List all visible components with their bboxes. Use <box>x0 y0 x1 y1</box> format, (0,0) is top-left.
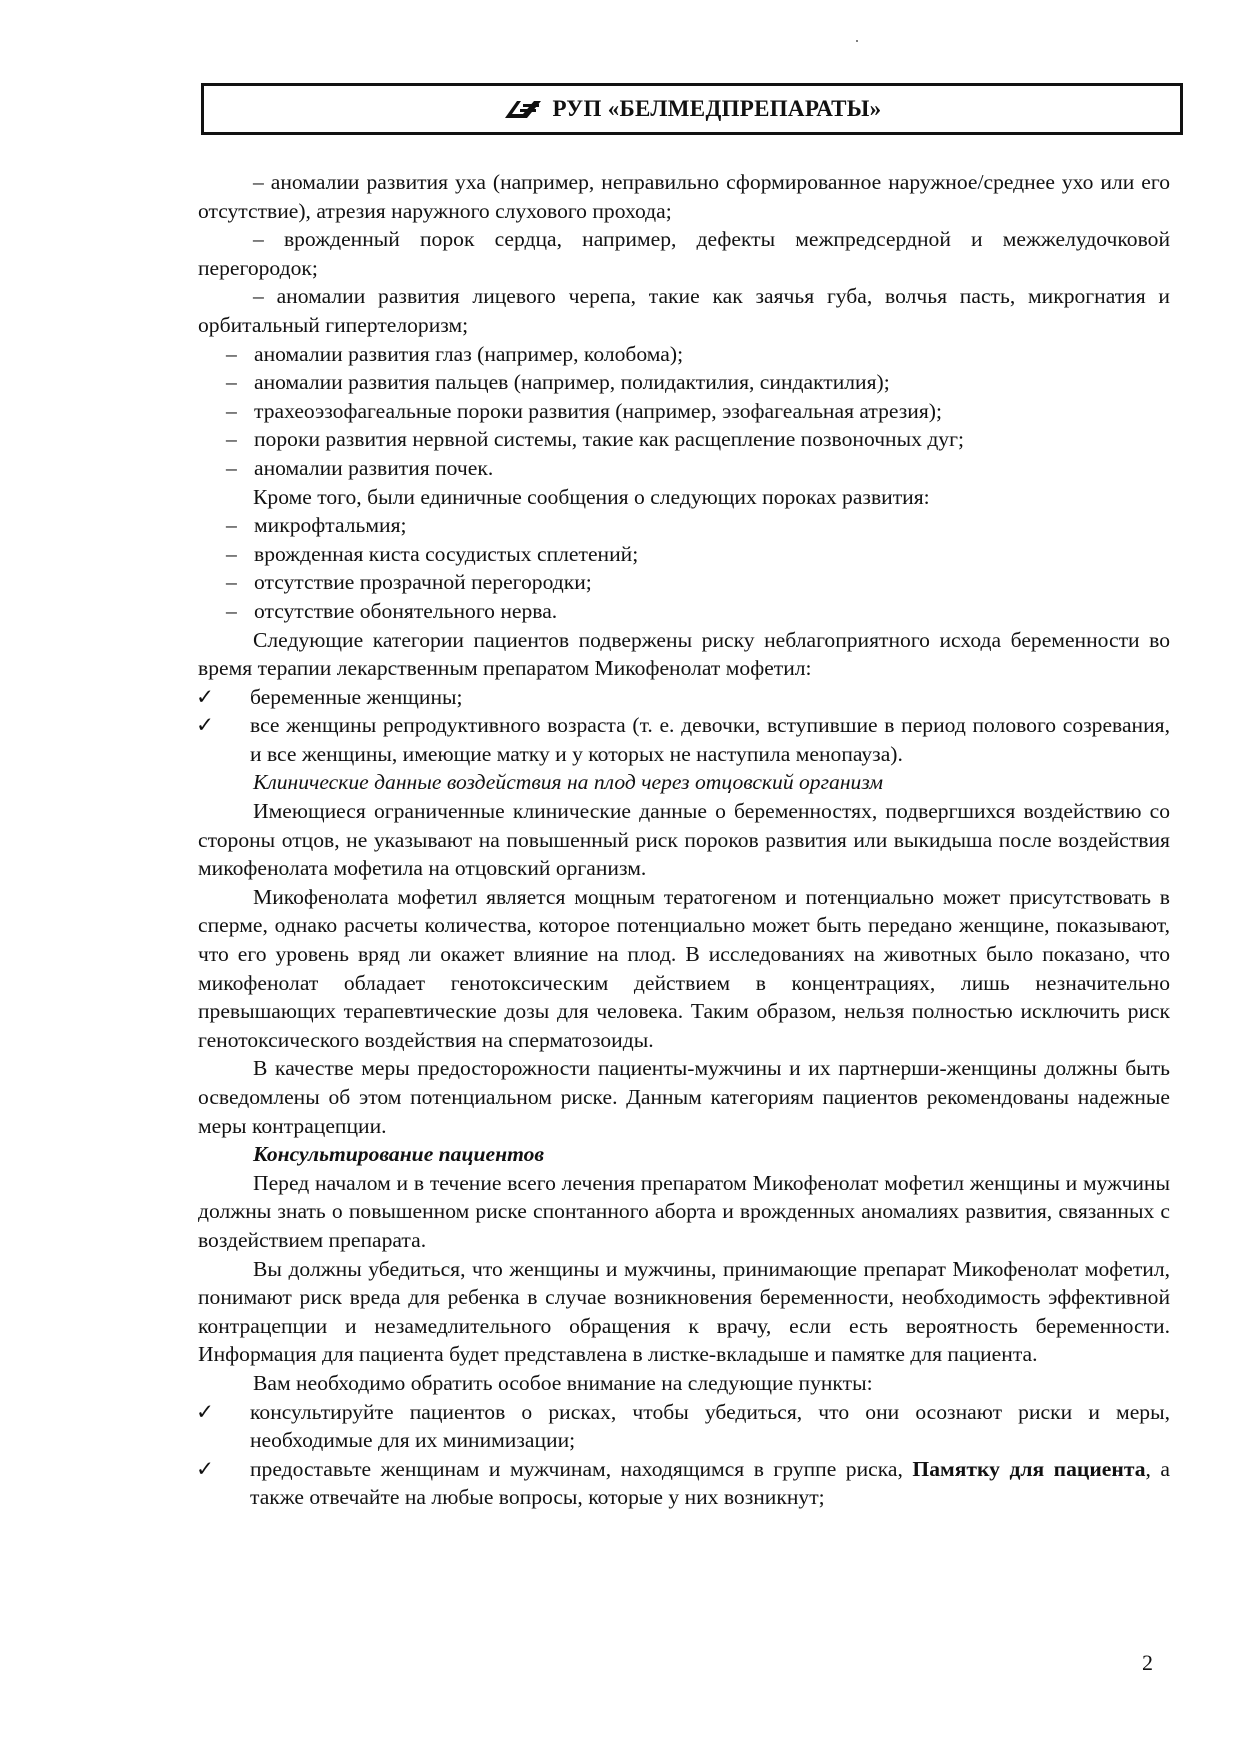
paragraph-before-treatment: Перед началом и в течение всего лечения препаратом Микофенолат мофетил женщины и мужчины должны знать о повышенном риске спонтанного аборта и врожденных аномалиях развития, связанных с воздействием препарата. <box>198 1170 1170 1252</box>
checklist-item <box>198 711 1170 768</box>
paragraph-single-reports: Кроме того, были единичные сообщения о следующих пороках развития: <box>253 484 930 509</box>
paragraph-paternal-data: Имеющиеся ограниченные клинические данные о беременностях, подвергшихся воздействию со стороны отцов, не указывают на повышенный риск пороков развития или выкидыша после воздействия микофенолата мофетила на отцовский организм. <box>198 799 1170 881</box>
dash-mark: – <box>226 398 237 423</box>
dash-mark: – <box>226 341 237 366</box>
paragraph-risk-categories: Следующие категории пациентов подвержены риску неблагоприятного исхода беременности во время терапии лекарственным препаратом Микофенолат мофетил: <box>198 627 1170 681</box>
paragraph-teratogen: Микофенолата мофетил является мощным тератогеном и потенциально может присутствовать в сперме, однако расчеты количества, которое потенциально может быть передано женщине, показывают, что его уровень вряд ли окажет влияние на плод. В исследованиях на животных было показано, что микофенолат обладает генотоксическим действием в концентрациях, лишь незначительно превышающих терапевтические дозы для человека. Таким образом, нельзя полностью исключить риск генотоксического воздействия на сперматозоиды. <box>198 884 1170 1052</box>
list-item <box>198 397 1170 426</box>
dash-mark: – <box>226 598 237 623</box>
list-item <box>198 597 1170 626</box>
list-item-text: отсутствие прозрачной перегородки; <box>254 570 592 595</box>
list-item <box>198 425 1170 454</box>
list-item <box>198 340 1170 369</box>
checklist-item-text-tail: , а также отвечайте на любые вопросы, которые у них возникнут; <box>250 1456 1170 1510</box>
checklist-item <box>198 1398 1170 1455</box>
paragraph-heart-defect: – врожденный порок сердца, например, дефекты межпредсердной и межжелудочковой перегородок; <box>198 227 1170 280</box>
checklist-item-text: предоставьте женщинам и мужчинам, находящимся в группе риска, <box>250 1456 913 1481</box>
patient-memo-bold-text: Памятку для пациента <box>912 1456 1146 1481</box>
list-item <box>198 511 1170 540</box>
dash-mark: – <box>226 513 237 538</box>
list-item-text: пороки развития нервной системы, такие как расщепление позвоночных дуг; <box>254 427 964 452</box>
list-item-text: микрофтальмия; <box>254 513 407 538</box>
header-title: РУП «БЕЛМЕДПРЕПАРАТЫ» <box>552 96 882 121</box>
dash-mark: – <box>226 370 237 395</box>
list-item-text: отсутствие обонятельного нерва. <box>254 598 558 623</box>
list-item-text: аномалии развития почек. <box>254 455 494 480</box>
list-item-text: аномалии развития глаз (например, колобома); <box>254 341 684 366</box>
checkmark-icon: ✓ <box>196 684 215 709</box>
checkmark-icon: ✓ <box>196 1456 215 1481</box>
paragraph-ensure-understanding: Вы должны убедиться, что женщины и мужчины, принимающие препарат Микофенолат мофетил, понимают риск вреда для ребенка в случае возникновения беременности, необходимость эффективной контрацепции и незамедлительного обращения к врачу, если есть вероятность беременности. Информация для пациента будет представлена в листке-вкладыше и памятке для пациента. <box>198 1256 1170 1367</box>
scan-speck <box>856 40 858 42</box>
checklist-item-text: все женщины репродуктивного возраста (т. е. девочки, вступившие в период полового созревания, и все женщины, имеющие матку и у которых не наступила менопауза). <box>250 713 1170 766</box>
document-header <box>201 83 1183 135</box>
list-item <box>198 368 1170 397</box>
page-number: 2 <box>1142 1650 1153 1675</box>
dash-mark: – <box>226 455 237 480</box>
dash-mark: – <box>226 541 237 566</box>
dash-mark: – <box>226 427 237 452</box>
belmedpreparaty-logo-icon <box>503 98 543 120</box>
paragraph-ear-anomalies: – аномалии развития уха (например, неправильно сформированное наружное/среднее ухо или его отсутствие), атрезия наружного слухового прохода; <box>198 170 1170 223</box>
checklist-item-text: беременные женщины; <box>250 684 463 709</box>
paragraph-face-anomalies: – аномалии развития лицевого черепа, такие как заячья губа, волчья пасть, микрогнатия и орбитальный гипертелоризм; <box>198 284 1170 337</box>
subheading-paternal-exposure: Клинические данные воздействия на плод через отцовский организм <box>253 770 884 795</box>
dash-mark: – <box>226 570 237 595</box>
checklist-item <box>198 1455 1170 1512</box>
paragraph-precaution: В качестве меры предосторожности пациенты-мужчины и их партнерши-женщины должны быть осведомлены об этом потенциальном риске. Данным категориям пациентов рекомендованы надежные меры контрацепции. <box>198 1056 1170 1138</box>
list-item-text: врожденная киста сосудистых сплетений; <box>254 541 639 566</box>
list-item <box>198 454 1170 483</box>
header-inner <box>503 96 882 122</box>
list-item-text: аномалии развития пальцев (например, полидактилия, синдактилия); <box>254 370 890 395</box>
checkmark-icon: ✓ <box>196 1399 215 1424</box>
list-item <box>198 540 1170 569</box>
subheading-patient-counseling: Консультирование пациентов <box>253 1142 545 1167</box>
checkmark-icon: ✓ <box>196 713 215 738</box>
list-item-text: трахеоэзофагеальные пороки развития (например, эзофагеальная атрезия); <box>254 398 942 423</box>
paragraph-attention-points: Вам необходимо обратить особое внимание на следующие пункты: <box>253 1370 873 1395</box>
list-item <box>198 568 1170 597</box>
checklist-item-text: консультируйте пациентов о рисках, чтобы убедиться, что они осознают риски и меры, необходимые для их минимизации; <box>250 1399 1170 1453</box>
document-body <box>198 168 1170 1512</box>
checklist-item <box>198 683 1170 712</box>
